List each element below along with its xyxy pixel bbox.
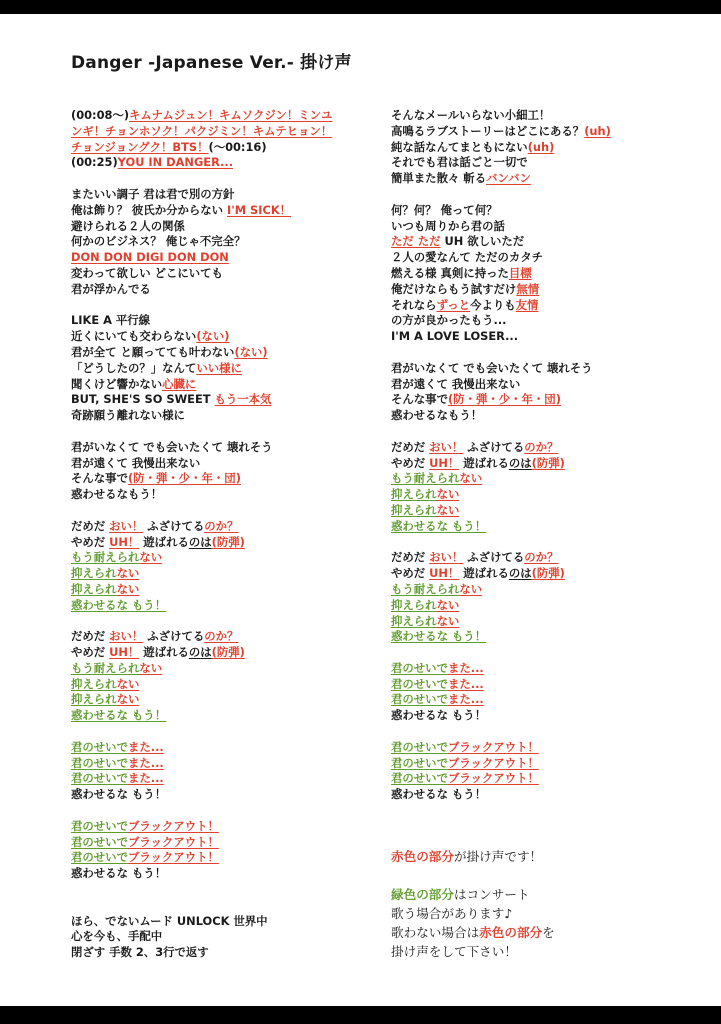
callout-text: UH！ [109, 645, 140, 660]
callout-text: おい！ [429, 439, 464, 454]
lyric-text: 閉ざす 手数 2、3行で返す [71, 945, 209, 960]
callout-text: UH！ [429, 455, 460, 470]
concert-text: 君のせいで [391, 739, 448, 754]
stanza-gap [71, 503, 332, 519]
lyric-text: ２人の愛なんて ただのカタチ [391, 250, 544, 265]
lyric-text: 君がいなくて でも会いたくて 壊れそう [71, 439, 273, 454]
lyric-text: だめだ [71, 629, 110, 644]
callout-text: ただ ただ [391, 234, 441, 249]
lyric-line [71, 787, 332, 803]
lyric-text: 掛け声をして下さい！ [391, 944, 517, 959]
callout-text: 目標 [508, 265, 532, 280]
page-title: Danger -Japanese Ver.- 掛け声 [71, 53, 352, 73]
stanza-gap [391, 345, 611, 361]
concert-text: 抑えられ [391, 613, 437, 628]
concert-text: 抑えられ [71, 581, 117, 596]
concert-text: 緑色の部分 [391, 887, 454, 902]
note-line [391, 885, 555, 904]
callout-text: ない [436, 487, 460, 502]
concert-text: 君のせいで [391, 692, 448, 707]
callout-text: ない [436, 613, 460, 628]
lyric-line [391, 361, 611, 377]
callout-text: DON DON DIGI DON DON [71, 250, 229, 265]
lyric-text: 君が遠くて 我慢出来ない [391, 376, 521, 391]
lyric-line [71, 282, 332, 298]
lyric-line [71, 850, 332, 866]
lyric-line [391, 771, 611, 787]
note-line [391, 904, 555, 923]
callout-text: 心臓に [162, 376, 197, 391]
lyric-line [71, 756, 332, 772]
stanza-gap [71, 882, 332, 898]
stanza-gap [391, 535, 611, 551]
lyric-text: やめだ [71, 534, 110, 549]
lyric-line [71, 487, 332, 503]
lyric-line [71, 392, 332, 408]
stanza-gap [391, 424, 611, 440]
lyric-line [391, 155, 611, 171]
lyric-line [71, 408, 332, 424]
lyric-line [71, 519, 332, 535]
lyric-text: のは [508, 566, 532, 581]
callout-text: (防弾) [211, 645, 245, 660]
concert-text: 君のせいで [391, 676, 448, 691]
concert-text: もう耐えられ [391, 581, 460, 596]
stanza-gap [71, 898, 332, 914]
concert-text: 君のせいで [71, 771, 128, 786]
lyric-line [391, 124, 611, 140]
lyric-text: 何かのビジネス？ 俺じゃ不完全？ [71, 234, 246, 249]
lyric-text: だめだ [391, 439, 430, 454]
lyric-text: 近くにいても交わらない [71, 329, 197, 344]
lyric-text: 君が遠くて 我慢出来ない [71, 455, 201, 470]
lyric-line [71, 550, 332, 566]
stanza-gap [391, 866, 555, 885]
legend-notes [391, 847, 555, 961]
concert-text: 惑わせるな もう！ [391, 629, 487, 644]
lyric-line [71, 266, 332, 282]
callout-text: また... [447, 660, 484, 675]
lyric-line [71, 155, 332, 171]
lyric-line [391, 266, 611, 282]
callout-text: ない [139, 660, 163, 675]
lyric-text: 純な話なんてまともにない [391, 139, 528, 154]
concert-text: 惑わせるな もう！ [71, 708, 167, 723]
lyric-text: 燃える様 真剣に持った [391, 265, 509, 280]
callout-text: また... [127, 755, 164, 770]
lyric-line [391, 282, 611, 298]
lyric-line [71, 945, 332, 961]
lyric-text: 君が浮かんでる [71, 281, 151, 296]
lyric-line [391, 377, 611, 393]
lyric-line [71, 313, 332, 329]
callout-text: のか？ [204, 629, 239, 644]
callout-text: ない [436, 502, 460, 517]
lyric-text: 歌わない場合は [391, 925, 480, 940]
callout-text: また... [127, 771, 164, 786]
lyric-line [71, 456, 332, 472]
lyric-text: が掛け声です！ [453, 849, 543, 864]
lyric-line [391, 108, 611, 124]
callout-text: ない [116, 676, 140, 691]
callout-text: いい様に [196, 360, 242, 375]
callout-text: ない [139, 550, 163, 565]
lyric-line [71, 582, 332, 598]
concert-text: 惑わせるな もう！ [391, 518, 487, 533]
lyric-line [391, 440, 611, 456]
callout-text: UH！ [429, 566, 460, 581]
callout-text: 赤色の部分 [391, 849, 454, 864]
callout-text: ない [436, 597, 460, 612]
callout-text: のか？ [204, 518, 239, 533]
lyric-line [391, 298, 611, 314]
lyric-line [71, 929, 332, 945]
callout-text: チョンジョングク！BTS！ [71, 139, 209, 154]
lyric-line [71, 771, 332, 787]
concert-text: もう耐えられ [71, 660, 140, 675]
lyric-text: 俺だけならもう試すだけ [391, 281, 517, 296]
lyric-line [391, 787, 611, 803]
callout-text: また... [447, 692, 484, 707]
lyric-text: はコンサート [453, 887, 530, 902]
concert-text: 抑えられ [391, 487, 437, 502]
lyric-line [71, 692, 332, 708]
callout-text: おい！ [429, 550, 464, 565]
lyric-line [71, 329, 332, 345]
lyric-text: だめだ [71, 518, 110, 533]
lyric-line [71, 661, 332, 677]
stanza-gap [391, 187, 611, 203]
lyric-line [71, 866, 332, 882]
lyric-text: そんな事で [71, 471, 128, 486]
lyric-text: (00:08〜) [71, 108, 130, 122]
stanza-gap [71, 724, 332, 740]
lyric-line [71, 629, 332, 645]
lyric-line [71, 219, 332, 235]
lyric-line [71, 708, 332, 724]
lyric-text: 「どうしたの？」なんて [71, 360, 197, 375]
lyric-text: 遊ばれる [459, 455, 509, 470]
lyric-text: 惑わせるな もう！ [391, 787, 487, 802]
lyric-text: 惑わせるな もう！ [391, 708, 487, 723]
lyric-line [71, 535, 332, 551]
lyric-line [71, 440, 332, 456]
callout-text: ない [459, 581, 483, 596]
lyric-line [71, 203, 332, 219]
lyric-text: 高鳴るラブストーリーはどこにある？ [391, 123, 585, 138]
lyric-text: LIKE A 平行線 [71, 313, 151, 328]
lyric-text: ふざけてる [463, 550, 525, 565]
callout-text: ブラックアウト！ [447, 755, 539, 770]
callout-text: ブラックアウト！ [127, 850, 219, 865]
lyric-line [71, 187, 332, 203]
callout-text: おい！ [109, 629, 144, 644]
stanza-gap [391, 724, 611, 740]
stanza-gap [71, 803, 332, 819]
lyric-text: 惑わせるなもう！ [391, 408, 483, 423]
lyric-line [391, 140, 611, 156]
lyric-line [391, 471, 611, 487]
callout-text: ない [116, 581, 140, 596]
lyric-text: 変わって欲しい どこにいても [71, 265, 223, 280]
lyric-line [391, 234, 611, 250]
concert-text: 君のせいで [71, 850, 128, 865]
callout-text: UH！ [109, 534, 140, 549]
note-line [391, 923, 555, 942]
lyric-text: 遊ばれる [139, 534, 189, 549]
lyric-text: ふざけてる [143, 518, 205, 533]
lyric-text: 惑わせるなもう！ [71, 487, 163, 502]
lyric-text: 心を今も、手配中 [71, 929, 163, 944]
lyric-text: の方が良かったもう... [391, 313, 507, 328]
lyric-line [71, 598, 332, 614]
lyric-text: 遊ばれる [139, 645, 189, 660]
callout-text: (uh) [527, 139, 555, 154]
lyric-text: それでも君は話ごと一切で [391, 155, 528, 170]
lyric-text: 歌う場合があります♪ [391, 906, 513, 921]
concert-text: もう耐えられ [71, 550, 140, 565]
lyric-text: のは [188, 534, 212, 549]
lyric-line [71, 835, 332, 851]
callout-text: ブラックアウト！ [127, 818, 219, 833]
lyric-line [71, 914, 332, 930]
lyric-text: 俺は飾り？ 彼氏か分からない [71, 202, 228, 217]
stanza-gap [71, 298, 332, 314]
lyric-line [391, 692, 611, 708]
lyric-text: そんな事で [391, 392, 448, 407]
lyric-line [391, 661, 611, 677]
concert-text: 抑えられ [391, 597, 437, 612]
lyric-text: 遊ばれる [459, 566, 509, 581]
lyric-text: 惑わせるな もう！ [71, 866, 167, 881]
lyric-line [71, 250, 332, 266]
lyric-line [391, 582, 611, 598]
lyric-text: 君がいなくて でも会いたくて 壊れそう [391, 360, 593, 375]
lyric-line [391, 756, 611, 772]
lyric-line [391, 171, 611, 187]
callout-text: YOU IN DANGER... [117, 155, 234, 170]
lyric-text: いつも周りから君の話 [391, 218, 505, 233]
lyric-text: を [542, 925, 555, 940]
lyric-line [391, 629, 611, 645]
lyrics-left-column [71, 108, 332, 961]
lyric-text: 奇跡願う離れない様に [71, 408, 185, 423]
lyric-text: やめだ [71, 645, 110, 660]
callout-text: (防弾) [531, 566, 565, 581]
callout-text: (防弾) [211, 534, 245, 549]
callout-text: ンギ！チョンホソク！パクジミン！キムテヒョン！ [71, 123, 333, 138]
lyric-line [391, 219, 611, 235]
note-line [391, 847, 555, 866]
bottom-frame-bar [0, 1006, 721, 1024]
lyric-text: ふざけてる [143, 629, 205, 644]
lyric-text: 避けられる２人の関係 [71, 218, 185, 233]
lyric-text: ふざけてる [463, 439, 525, 454]
lyric-line [391, 708, 611, 724]
callout-text: のか？ [524, 439, 559, 454]
callout-text: キムナムジュン！キムソクジン！ミンユ [129, 108, 333, 122]
callout-text: 赤色の部分 [479, 925, 543, 940]
callout-text: (uh) [584, 123, 611, 138]
lyric-line [71, 819, 332, 835]
callout-text: ない [116, 566, 140, 581]
concert-text: 君のせいで [391, 771, 448, 786]
lyric-line [391, 487, 611, 503]
top-frame-bar [0, 0, 721, 14]
lyric-text: ほら、でないムード UNLOCK 世界中 [71, 913, 268, 928]
concert-text: 君のせいで [391, 660, 448, 675]
callout-text: のか？ [524, 550, 559, 565]
lyric-text: 何？何？ 俺って何？ [391, 202, 498, 217]
lyric-text: またいい調子 君は君で別の方針 [71, 186, 235, 201]
lyric-line [391, 408, 611, 424]
lyric-text: のは [508, 455, 532, 470]
lyric-line [391, 740, 611, 756]
callout-text: また... [127, 739, 164, 754]
callout-text: バンバン [486, 171, 531, 186]
lyric-text: 今よりも [470, 297, 516, 312]
lyric-line [71, 234, 332, 250]
lyric-line [391, 313, 611, 329]
concert-text: 抑えられ [71, 692, 117, 707]
callout-text: (防弾) [531, 455, 565, 470]
lyric-line [71, 645, 332, 661]
stanza-gap [71, 171, 332, 187]
concert-text: 君のせいで [71, 834, 128, 849]
lyric-line [71, 345, 332, 361]
lyric-text: 惑わせるな もう！ [71, 787, 167, 802]
callout-text: ない [116, 692, 140, 707]
concert-text: 君のせいで [71, 755, 128, 770]
lyric-line [391, 503, 611, 519]
callout-text: もう一本気 [214, 392, 272, 407]
lyric-text: そんなメールいらない小細工！ [391, 108, 551, 122]
lyric-text: UH 欲しいただ [440, 234, 525, 249]
lyrics-right-column [391, 108, 611, 803]
stanza-gap [71, 424, 332, 440]
concert-text: もう耐えられ [391, 471, 460, 486]
callout-text: また... [447, 676, 484, 691]
concert-text: 惑わせるな もう！ [71, 597, 167, 612]
lyric-text: 聞くけど響かない [71, 376, 163, 391]
callout-text: (防・弾・少・年・団) [127, 471, 241, 486]
note-line [391, 942, 555, 961]
lyric-line [71, 471, 332, 487]
concert-text: 君のせいで [71, 818, 128, 833]
lyric-line [391, 677, 611, 693]
lyric-line [71, 140, 332, 156]
lyric-line [391, 203, 611, 219]
callout-text: (防・弾・少・年・団) [447, 392, 561, 407]
callout-text: 無情 [516, 281, 540, 296]
lyric-text: 君が全て と願ってても叶わない [71, 344, 235, 359]
lyric-line [391, 250, 611, 266]
lyric-text: だめだ [391, 550, 430, 565]
lyric-line [71, 677, 332, 693]
lyric-text: それなら [391, 297, 437, 312]
lyric-text: (00:25) [71, 155, 118, 170]
callout-text: 友情 [515, 297, 539, 312]
callout-text: ない [459, 471, 483, 486]
callout-text: (ない) [234, 344, 268, 359]
lyric-line [71, 124, 332, 140]
lyric-line [71, 566, 332, 582]
concert-text: 君のせいで [71, 739, 128, 754]
lyric-line [71, 740, 332, 756]
lyric-line [391, 329, 611, 345]
lyric-line [71, 108, 332, 124]
callout-text: おい！ [109, 518, 144, 533]
lyric-text: BUT, SHE'S SO SWEET [71, 392, 215, 407]
lyric-line [71, 377, 332, 393]
lyric-text: やめだ [391, 455, 430, 470]
stanza-gap [71, 614, 332, 630]
lyric-text: のは [188, 645, 212, 660]
lyric-line [391, 614, 611, 630]
callout-text: ブラックアウト！ [447, 739, 539, 754]
lyric-text: (〜00:16) [208, 139, 267, 154]
callout-text: ブラックアウト！ [127, 834, 219, 849]
lyric-line [391, 598, 611, 614]
callout-text: I'M SICK！ [227, 202, 292, 217]
lyric-line [391, 566, 611, 582]
lyric-text: I'M A LOVE LOSER... [391, 329, 519, 344]
concert-text: 抑えられ [391, 502, 437, 517]
lyric-text: 簡単また散々 斬る [391, 171, 487, 186]
callout-text: ずっと [436, 297, 471, 312]
lyric-line [71, 361, 332, 377]
concert-text: 君のせいで [391, 755, 448, 770]
lyric-line [391, 519, 611, 535]
lyric-line [391, 550, 611, 566]
lyric-line [391, 392, 611, 408]
concert-text: 抑えられ [71, 676, 117, 691]
lyric-text: やめだ [391, 566, 430, 581]
callout-text: (ない) [196, 329, 230, 344]
stanza-gap [391, 645, 611, 661]
concert-text: 抑えられ [71, 566, 117, 581]
lyric-line [391, 456, 611, 472]
callout-text: ブラックアウト！ [447, 771, 539, 786]
